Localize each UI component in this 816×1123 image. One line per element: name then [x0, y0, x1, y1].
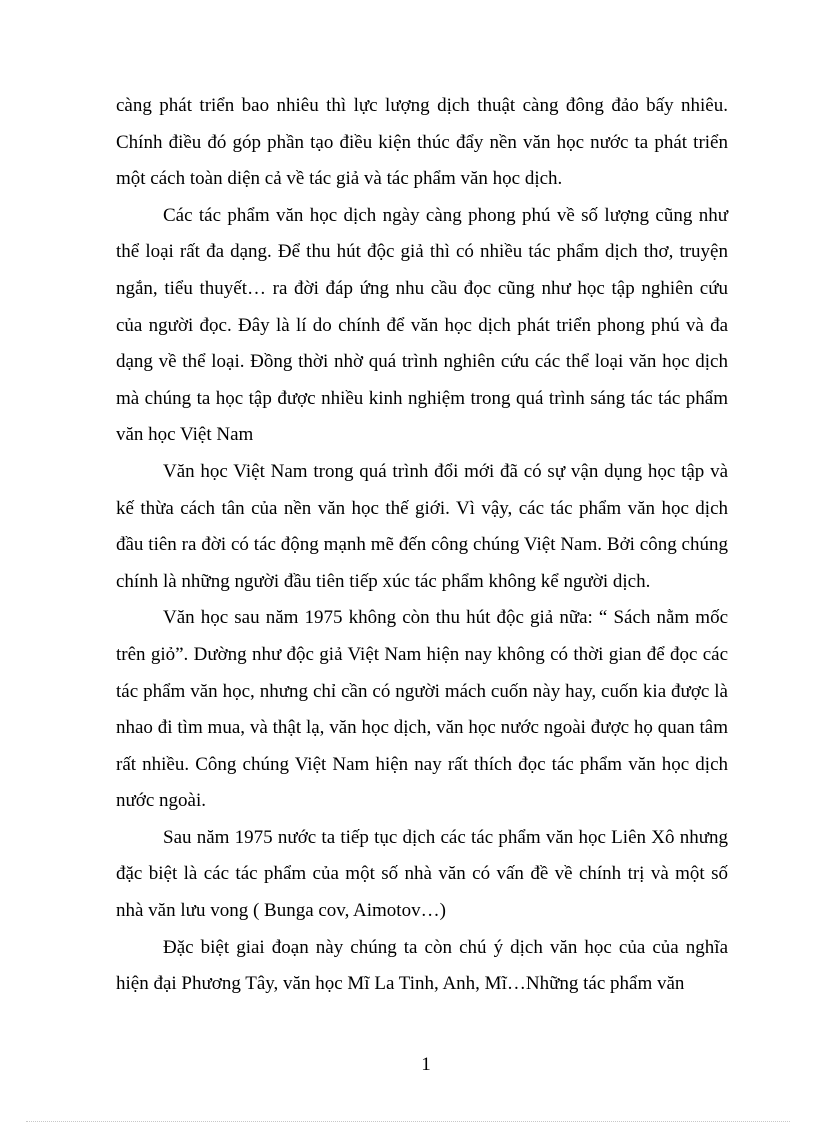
- page-bottom-border: [26, 1121, 790, 1122]
- paragraph-6: Đặc biệt giai đoạn này chúng ta còn chú ý dịch văn học của của nghĩa hiện đại Phương Tây, văn học Mĩ La Tinh, Anh, Mĩ…Những tác phẩm văn: [116, 936, 728, 995]
- body-text: [116, 88, 728, 1003]
- page-number: 1: [421, 1054, 431, 1075]
- paragraph-3: Văn học Việt Nam trong quá trình đổi mới đã có sự vận dụng học tập và kế thừa cách tân của nền văn học thế giới. Vì vậy, các tác phẩm văn học dịch đầu tiên ra đời có tác động mạnh mẽ đến công chúng Việt Nam. Bởi công chúng chính là những người đầu tiên tiếp xúc tác phẩm không kể người dịch.: [116, 460, 728, 592]
- paragraph-5: Sau năm 1975 nước ta tiếp tục dịch các tác phẩm văn học Liên Xô nhưng đặc biệt là các tác phẩm của một số nhà văn có vấn đề về chính trị và một số nhà văn lưu vong ( Bunga cov, Aimotov…): [116, 826, 728, 922]
- paragraph-2: Các tác phẩm văn học dịch ngày càng phong phú về số lượng cũng như thể loại rất đa dạng. Để thu hút độc giả thì có nhiều tác phẩm dịch thơ, truyện ngắn, tiểu thuyết… ra đời đáp ứng nhu cầu đọc cũng như học tập nghiên cứu của người đọc. Đây là lí do chính để văn học dịch phát triển phong phú và đa dạng về thể loại. Đồng thời nhờ quá trình nghiên cứu các thể loại văn học dịch mà chúng ta học tập được nhiều kinh nghiệm trong quá trình sáng tác tác phẩm văn học Việt Nam: [116, 204, 728, 446]
- paragraph-1: càng phát triển bao nhiêu thì lực lượng dịch thuật càng đông đảo bấy nhiêu. Chính điều đó góp phần tạo điều kiện thúc đẩy nền văn học nước ta phát triển một cách toàn diện cả về tác giả và tác phẩm văn học dịch.: [116, 95, 728, 190]
- paragraph-4: Văn học sau năm 1975 không còn thu hút độc giả nữa: “ Sách nằm mốc trên giỏ”. Dường như độc giả Việt Nam hiện nay không có thời gian để đọc các tác phẩm văn học, nhưng chỉ cần có người mách cuốn này hay, cuốn kia được là nhao đi tìm mua, và thật lạ, văn học dịch, văn học nước ngoài được họ quan tâm rất nhiều. Công chúng Việt Nam hiện nay rất thích đọc tác phẩm văn học dịch nước ngoài.: [116, 607, 728, 812]
